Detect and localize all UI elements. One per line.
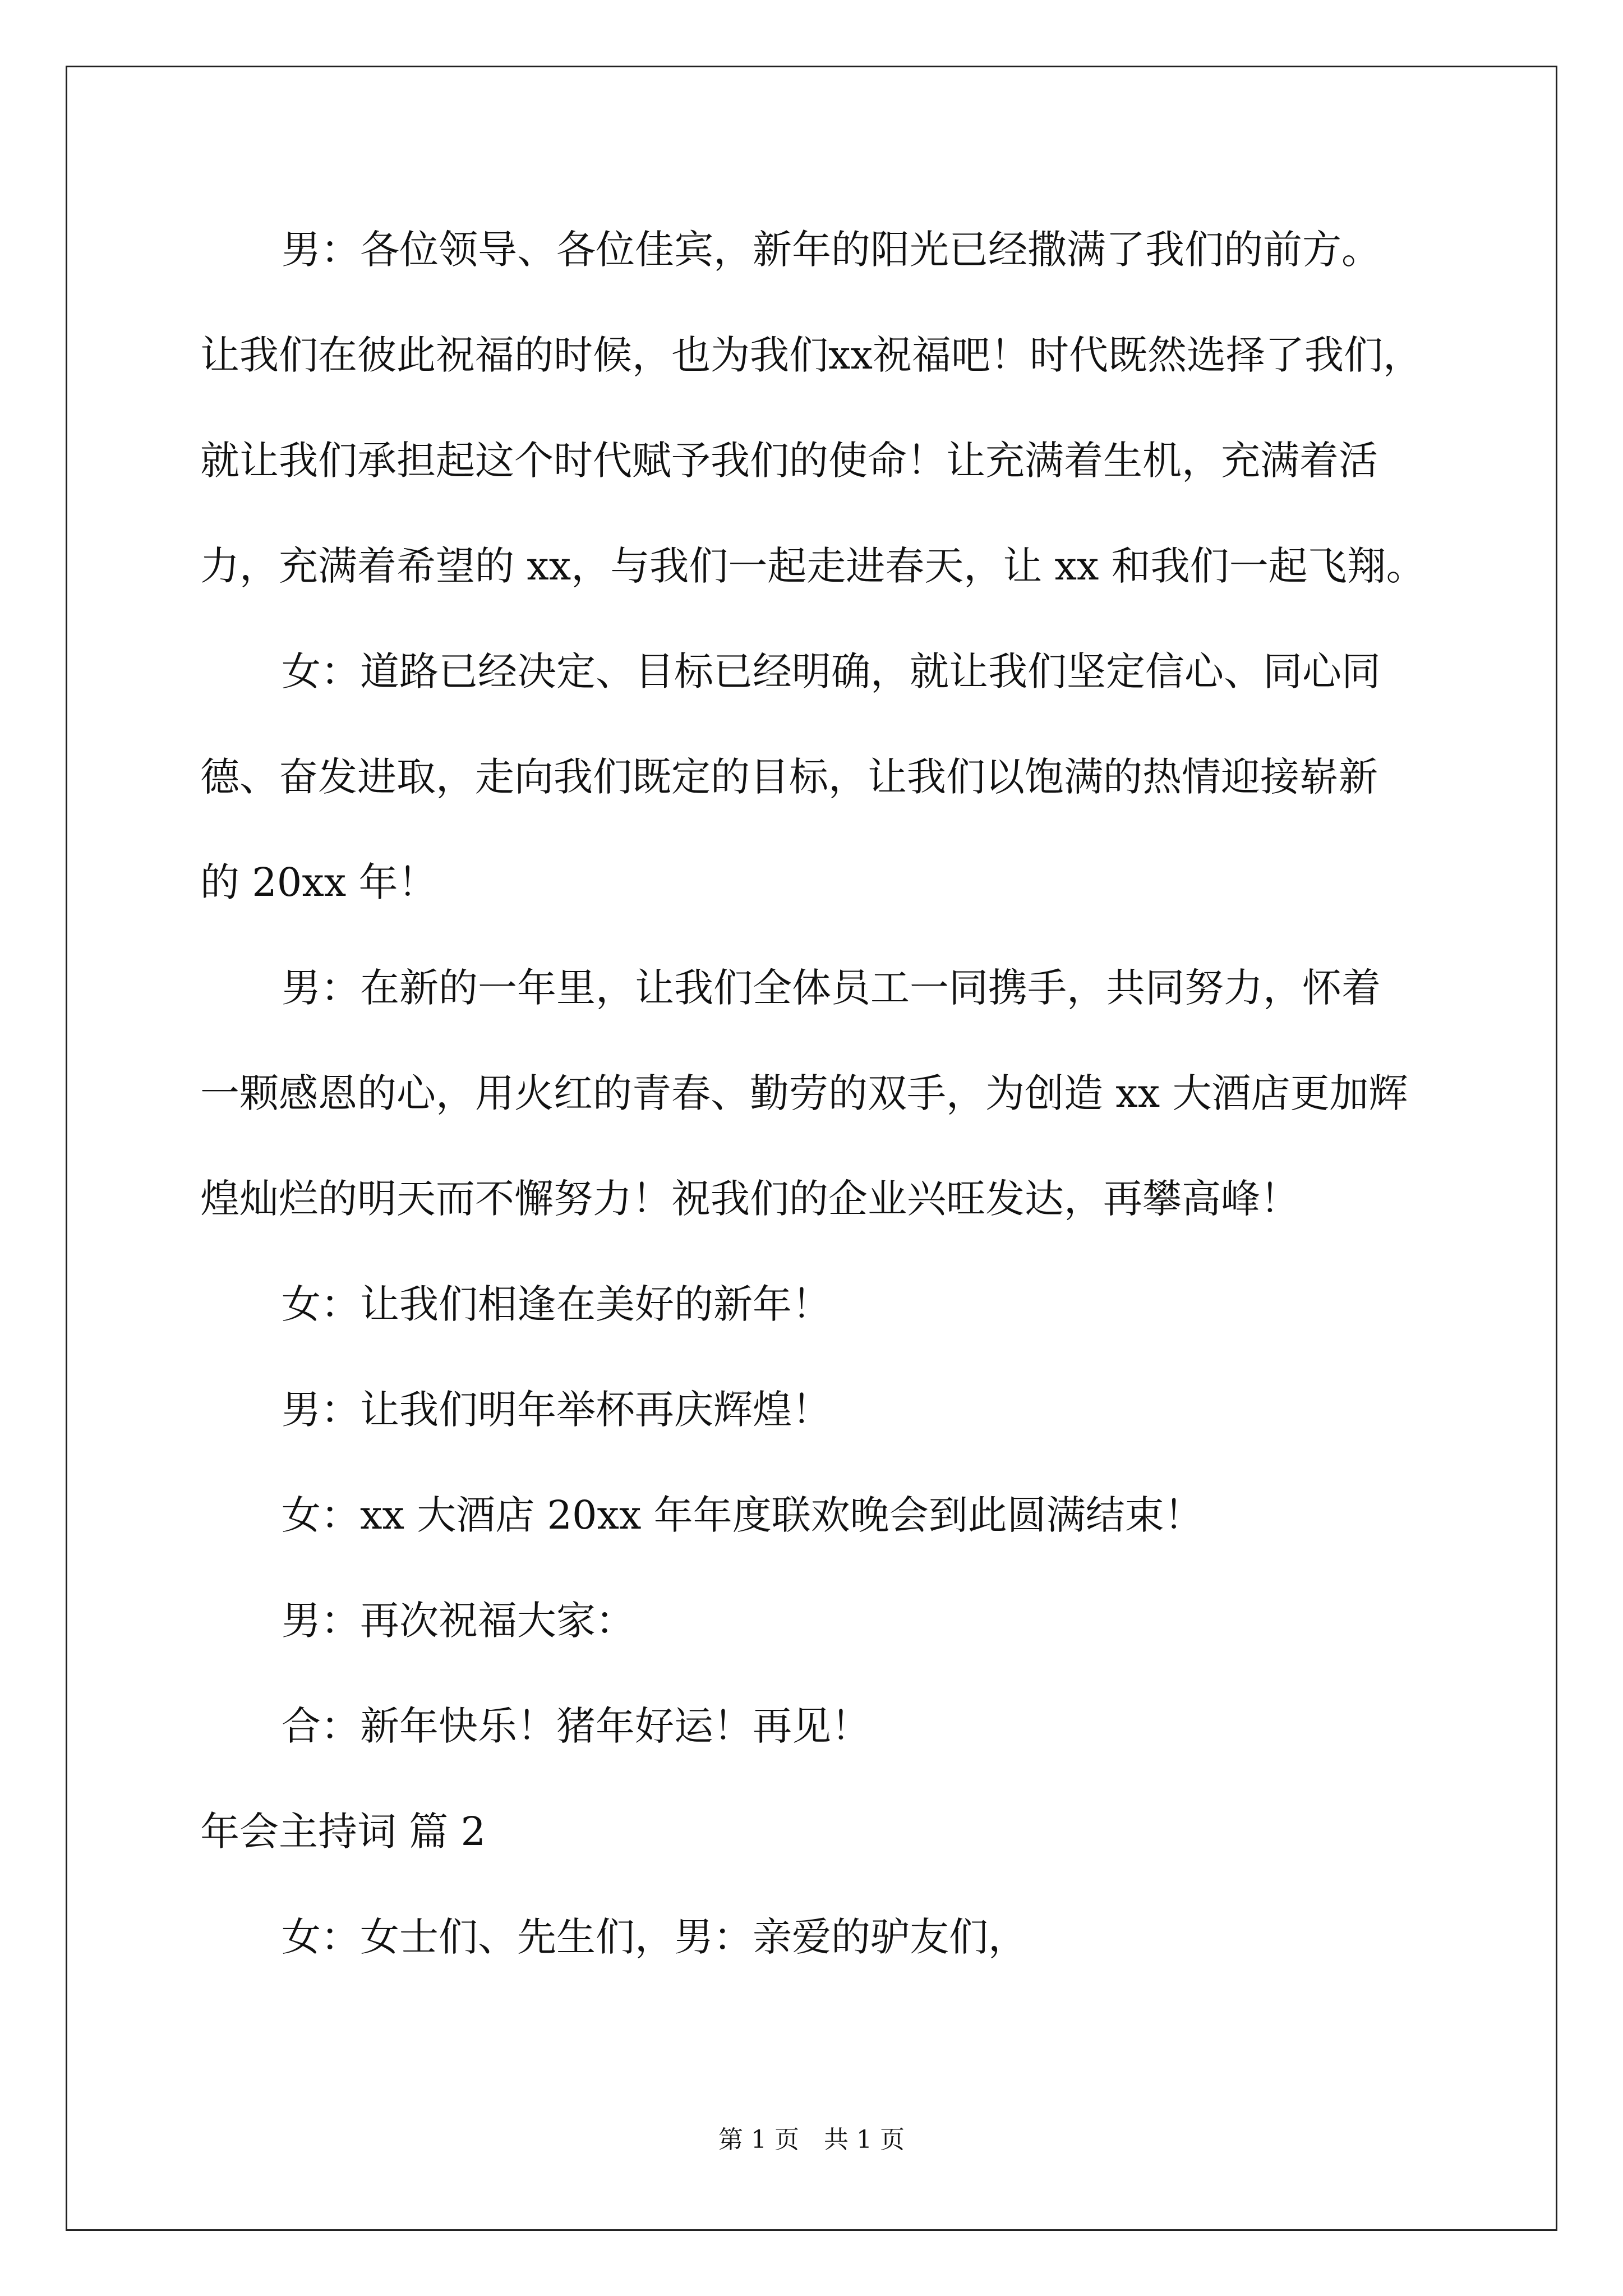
paragraph-line: 力，充满着希望的 xx，与我们一起走进春天，让 xx 和我们一起飞翔。 — [200, 543, 1426, 589]
page-border — [66, 66, 1557, 2231]
paragraph-line: 女：xx 大酒店 20xx 年年度联欢晚会到此圆满结束！ — [282, 1492, 1204, 1538]
paragraph-line: 男：在新的一年里，让我们全体员工一同携手，共同努力，怀着 — [282, 965, 1381, 1011]
paragraph-line: 女：女士们、先生们，男：亲爱的驴友们， — [282, 1914, 1027, 1960]
paragraph-line: 就让我们承担起这个时代赋予我们的使命！让充满着生机，充满着活 — [200, 438, 1378, 484]
paragraph-line: 的 20xx 年！ — [200, 859, 437, 905]
paragraph-line: 男：让我们明年举杯再庆辉煌！ — [282, 1387, 831, 1433]
paragraph-line: 女：道路已经决定、目标已经明确，就让我们坚定信心、同心同 — [282, 648, 1381, 694]
paragraph-line: 男：再次祝福大家： — [282, 1598, 635, 1644]
paragraph-line: 女：让我们相逢在美好的新年！ — [282, 1281, 831, 1327]
paragraph-line: 德、奋发进取，走向我们既定的目标，让我们以饱满的热情迎接崭新 — [200, 754, 1378, 800]
paragraph-line: 一颗感恩的心，用火红的青春、勤劳的双手，为创造 xx 大酒店更加辉 — [200, 1070, 1408, 1116]
paragraph-line: 让我们在彼此祝福的时候，也为我们xx祝福吧！时代既然选择了我们， — [200, 332, 1422, 378]
paragraph-line: 煌灿烂的明天而不懈努力！祝我们的企业兴旺发达，再攀高峰！ — [200, 1176, 1299, 1222]
paragraph-line: 男：各位领导、各位佳宾，新年的阳光已经撒满了我们的前方。 — [282, 227, 1381, 273]
page-number-footer: 第 1 页 共 1 页 — [718, 2125, 905, 2154]
section-heading: 年会主持词 篇 2 — [200, 1809, 486, 1855]
paragraph-line: 合：新年快乐！猪年好运！再见！ — [282, 1703, 870, 1749]
